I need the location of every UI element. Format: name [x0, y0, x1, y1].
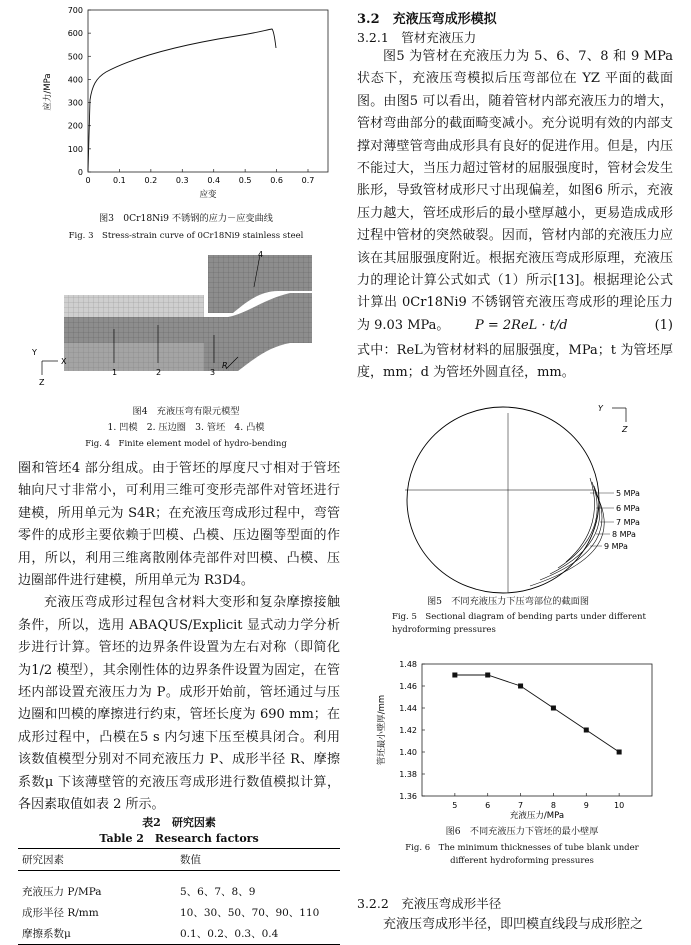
data-point: [584, 728, 589, 733]
legend-6mpa: 6 MPa: [616, 504, 640, 513]
x-tick-label: 0.4: [207, 176, 221, 185]
fig4-axis-x: X: [61, 357, 67, 366]
table-cell: 0.1、0.2、0.3、0.4: [180, 928, 279, 940]
right-paragraph-2: 式中：ReL为管材材料的屈服强度，MPa；t 为管坯厚度，mm；d 为管坯外圆直径，mm。: [357, 343, 673, 381]
y-tick-label: 1.36: [399, 792, 417, 801]
min-thickness-chart: [372, 652, 672, 822]
fig6-xlabel: 充液压力/MPa: [509, 811, 565, 821]
fig5-caption-en: Fig. 5 Sectional diagram of bending parts under different hydroforming pressures: [392, 612, 646, 635]
right-paragraph-3: 充液压弯成形半径，即凹模直线段与成形腔之: [383, 917, 644, 932]
fig3-xlabel: 应变: [199, 190, 217, 200]
table2-title-en: Table 2 Research factors: [99, 832, 259, 845]
data-point: [518, 684, 523, 689]
data-point: [485, 673, 490, 678]
right-body-text-3: [357, 914, 673, 936]
label-1: 1: [112, 368, 118, 377]
fig4-caption-en: Fig. 4 Finite element model of hydro-bending: [85, 439, 287, 449]
subsection-heading: 3.2.1 管材充液压力: [357, 30, 477, 45]
fig6-caption-en: Fig. 6 The minimum thicknesses of tube blank under different hydroforming pressures: [405, 843, 639, 866]
x-tick-label: 0.6: [270, 176, 283, 185]
legend-5mpa: 5 MPa: [616, 489, 640, 498]
fig4-caption-cn: 图4 充液压弯有限元模型: [132, 406, 240, 417]
y-tick-label: 0: [77, 168, 83, 177]
section-7mpa: [550, 486, 600, 574]
legend-7mpa: 7 MPa: [616, 518, 640, 527]
data-point: [551, 706, 556, 711]
label-2: 2: [156, 368, 162, 377]
blank-holder: [64, 343, 204, 371]
y-tick-label: 1.38: [399, 770, 417, 779]
table-2: [18, 848, 340, 945]
table-row: [18, 881, 340, 902]
table-cell: 成形半径 R/mm: [22, 907, 99, 919]
left-paragraph-1: 圈和管坯4 部分组成。由于管坯的厚度尺寸相对于管坯轴向尺寸非常小，可利用三维可变形壳部件对管坯进行建模，所用单元为 S4R；在充液压弯成形过程中，弯管零件的成形主要依赖于凹模、凸模、压边圈等型面的作用，所以，利用三维离散刚体壳部件对凹模、凸模、压边圈部件进行建模，所用单元为 R3D4。: [18, 461, 340, 589]
y-tick-label: 600: [67, 29, 83, 39]
right-body-text: [357, 46, 673, 337]
x-tick-label: 6: [485, 801, 491, 810]
fig3-caption-cn: 图3 0Cr18Ni9 不锈钢的应力－应变曲线: [99, 213, 273, 224]
fig4-axis-y: Y: [32, 348, 37, 357]
y-tick-label: 500: [67, 52, 83, 62]
legend-9mpa: 9 MPa: [604, 542, 628, 551]
x-tick-label: 9: [583, 801, 589, 810]
data-point: [617, 750, 622, 755]
x-tick-label: 7: [518, 801, 524, 810]
tube-upper: [64, 295, 204, 317]
table-cell: 充液压力 P/MPa: [22, 886, 102, 898]
stress-strain-curve: [88, 29, 276, 171]
label-4: 4: [258, 250, 264, 259]
y-tick-label: 700: [67, 6, 83, 15]
right-body-text-2: [357, 340, 673, 385]
figure-4: [28, 247, 338, 397]
y-tick-label: 100: [67, 144, 83, 154]
y-tick-label: 300: [67, 98, 83, 108]
figure-6: [372, 652, 672, 822]
fig5-caption-cn: 图5 不同充液压力下压弯部位的截面图: [427, 596, 590, 607]
series-line: [455, 675, 619, 752]
table-cell: 摩擦系数μ: [22, 928, 71, 940]
figure-3: [36, 0, 336, 200]
fig5-axis-z: Z: [622, 425, 628, 434]
left-body-text: [18, 458, 340, 817]
fig3-ylabel: 应力/MPa: [43, 73, 53, 111]
table-row: [18, 923, 340, 945]
figure-5: [390, 398, 670, 594]
y-tick-label: 1.46: [399, 682, 417, 691]
left-paragraph-2: 充液压弯成形过程包含材料大变形和复杂摩擦接触条件，所以，选用 ABAQUS/Explicit 显式动力学分析步进行计算。管坯的边界条件设置为左右对称（即简化为1/2 模型），其余刚性体的边界条件设置为固定，在管坯内部设置充液压力为 P。成形开始前，管坯通过与压边圈和凹模的摩擦进行约束，管坯长度为 690 mm；在成形过程中，凸模在5 s 内匀速下压至模具闭合。利用该数值模型分别对不同充液压力 P、成形半径 R、摩擦系数μ 下该薄壁管的充液压弯成形进行数值模拟计算，各因素取值如表 2 所示。: [18, 595, 340, 813]
label-3: 3: [210, 368, 216, 377]
x-tick-label: 0.1: [113, 176, 126, 185]
x-tick-label: 0.2: [144, 176, 158, 185]
legend-8mpa: 8 MPa: [612, 530, 636, 539]
y-tick-label: 1.44: [399, 704, 417, 713]
fig6-caption-cn: 图6 不同充液压力下管坯的最小壁厚: [445, 826, 599, 837]
section-8mpa: [540, 490, 602, 580]
fig4-axis-z: Z: [39, 378, 45, 387]
table-header: 数值: [180, 854, 201, 866]
stress-strain-chart: [36, 0, 336, 200]
plot-frame: [422, 664, 652, 796]
fe-model-diagram: [28, 247, 338, 397]
x-tick-label: 8: [550, 801, 556, 810]
label-r: R: [222, 361, 228, 370]
section-9mpa: [530, 494, 604, 586]
table2-title-cn: 表2 研究因素: [142, 816, 216, 829]
fig3-caption-en: Fig. 3 Stress-strain curve of 0Cr18Ni9 stainless steel: [68, 231, 304, 241]
fig5-axis-y: Y: [598, 404, 603, 413]
y-tick-label: 400: [67, 75, 83, 85]
x-tick-label: 10: [614, 801, 625, 810]
subsection-heading-2: 3.2.2 充液压弯成形半径: [357, 896, 502, 911]
formula: P = 2ReL · t/d: [475, 318, 568, 333]
plot-frame: [88, 10, 328, 172]
x-tick-label: 0.5: [238, 176, 252, 185]
y-tick-label: 1.40: [399, 748, 417, 757]
section-heading: 3.2 充液压弯成形模拟: [357, 12, 497, 27]
table-cell: 5、6、7、8、9: [180, 886, 256, 898]
x-tick-label: 0: [85, 176, 91, 185]
formula-number: (1): [654, 318, 673, 333]
tube-lower: [64, 317, 204, 343]
fig4-caption-sub: 1. 凹模 2. 压边圈 3. 管坯 4. 凸模: [107, 422, 265, 433]
x-tick-label: 0.7: [301, 176, 315, 185]
y-tick-label: 1.42: [399, 726, 417, 735]
fig6-ylabel: 管坯最小壁厚/mm: [377, 694, 387, 766]
table-row: [18, 902, 340, 923]
y-tick-label: 200: [67, 121, 83, 131]
cross-section-diagram: [390, 398, 670, 594]
data-point: [452, 673, 457, 678]
y-tick-label: 1.48: [399, 660, 417, 669]
x-tick-label: 5: [452, 801, 458, 810]
table-header: 研究因素: [22, 854, 64, 866]
table-cell: 10、30、50、70、90、110: [180, 907, 320, 919]
right-paragraph-1: 图5 为管材在充液压力为 5、6、7、8 和 9 MPa 状态下，充液压弯模拟后压弯部位在 YZ 平面的截面图。由图5 可以看出，随着管材内部充液压力的增大，管材弯曲部分的截面畸变减小。充分说明有效的内部支撑对薄壁管弯曲成形具有良好的促进作用。但是，内压不能过大，当压力超过管材的屈服强度时，管材会发生胀形，导致管材成形尺寸出现偏差，如图6 所示，充液压力越大，管坯成形后的最小壁厚越小，更易造成成形过程中管材的突然破裂。因而，管材内部的充液压力应该在其屈服强度附近。根据充液压弯成形原理，充液压力的理论计算公式如式（1）所示[13]。根据理论公式计算出 0Cr18Ni9 不锈钢管充液压弯成形的理论压力为 9.03 MPa。: [357, 49, 673, 333]
x-tick-label: 0.3: [175, 176, 189, 185]
